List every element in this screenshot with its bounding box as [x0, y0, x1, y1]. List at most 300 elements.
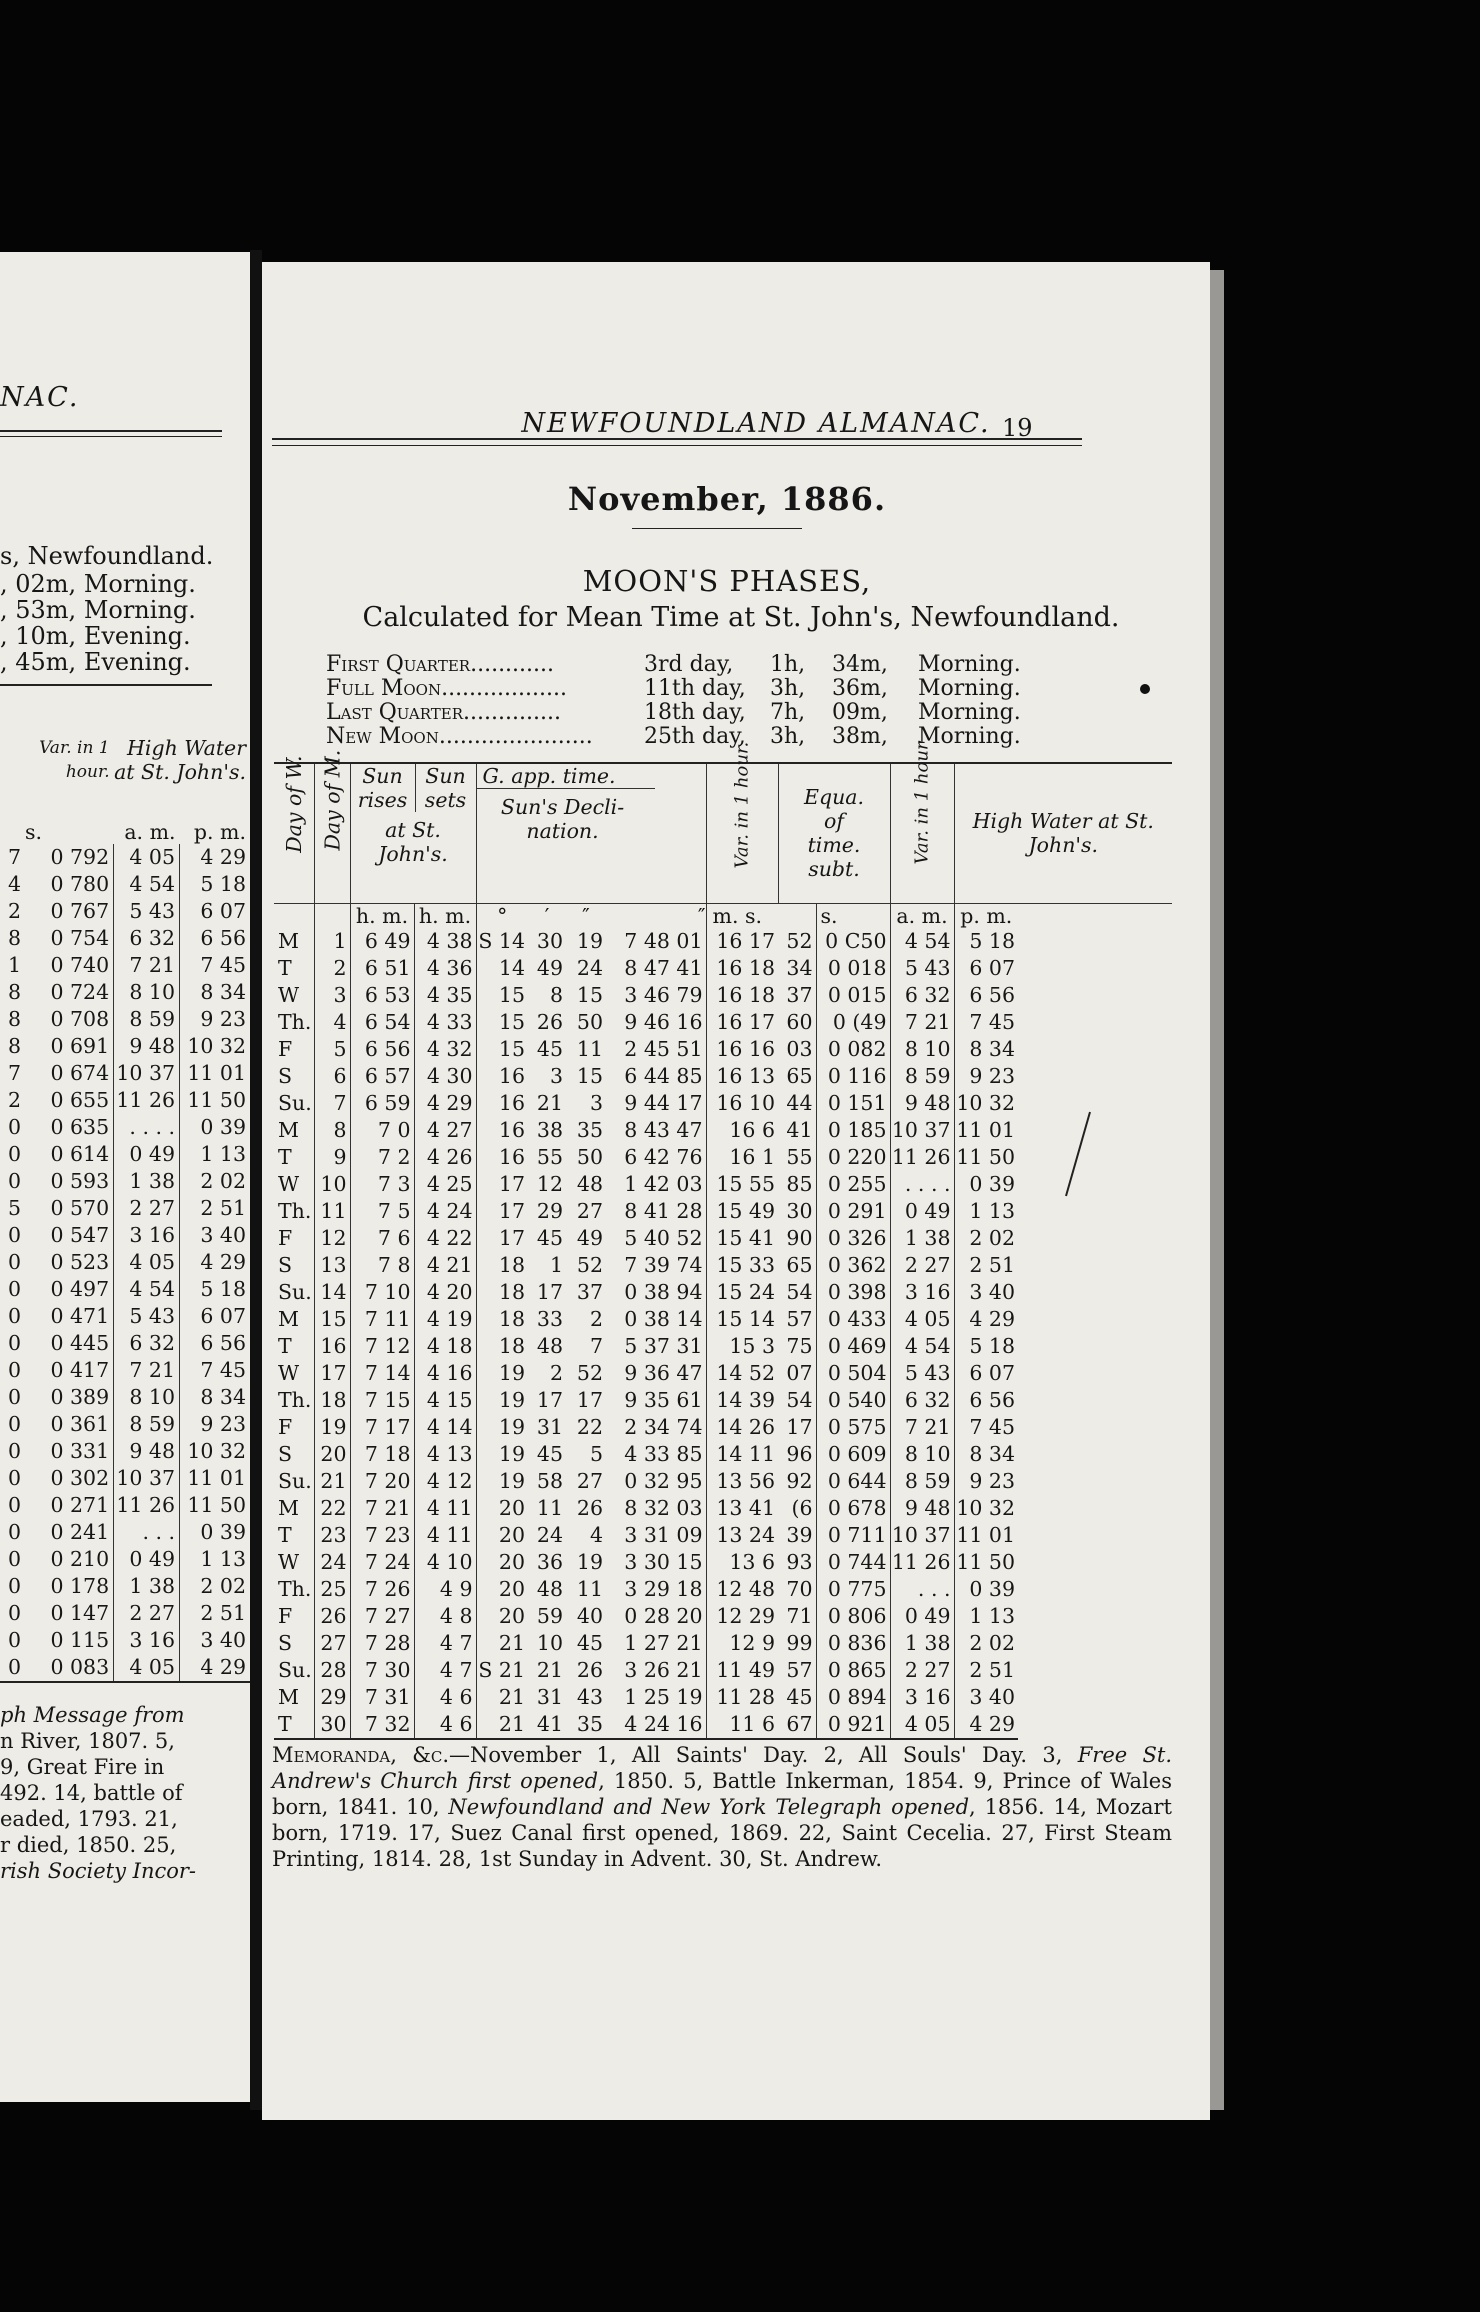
table-cell: 12 9: [729, 1630, 776, 1655]
table-cell: 10: [536, 1630, 564, 1655]
table-cell: 0 708: [25, 1006, 114, 1033]
table-cell: 11 50: [187, 1088, 246, 1112]
left-moon-phase-line: , 45m, Evening.: [0, 648, 191, 676]
table-row: [0, 1600, 250, 1627]
unit-label: ′: [544, 903, 550, 928]
phase-name: Last Quarter..............: [326, 700, 561, 725]
table-cell: 7 45: [200, 1358, 246, 1382]
table-cell: 4 05: [114, 844, 180, 871]
table-cell: 4 25: [414, 1171, 476, 1198]
table-cell: 2: [7, 899, 21, 923]
unit-label: s.: [816, 903, 890, 928]
left-col-stub: [0, 700, 25, 820]
table-cell: 17: [498, 1171, 526, 1196]
phase-day: 3rd day,: [644, 652, 734, 677]
table-cell: 15 55: [716, 1171, 776, 1196]
table-cell: 0 49: [890, 1603, 954, 1630]
table-cell: 0 614: [25, 1141, 114, 1168]
table-cell: 19: [498, 1360, 526, 1385]
table-cell: 1 13: [969, 1198, 1016, 1223]
left-moon-phase-line: , 02m, Morning.: [0, 570, 196, 598]
table-cell: . . .: [114, 1519, 180, 1546]
table-cell: 6 57: [350, 1063, 414, 1090]
table-cell: 0 754: [25, 925, 114, 952]
table-cell: T: [274, 1522, 314, 1549]
table-cell: 8 59: [890, 1468, 954, 1495]
table-cell: 93: [778, 1549, 816, 1576]
table-cell: 5 18: [200, 1277, 246, 1301]
table-cell: 0 570: [25, 1195, 114, 1222]
table-cell: T: [274, 1711, 314, 1739]
table-cell: 16 18: [716, 982, 776, 1007]
table-cell: 8 34: [969, 1036, 1016, 1061]
table-cell: S: [274, 1441, 314, 1468]
col-sun-rises: Sun rises: [351, 764, 416, 812]
moon-phase-row: [326, 652, 1086, 677]
pen-mark: [1060, 1110, 1100, 1200]
table-cell: 17: [498, 1198, 526, 1223]
table-cell: 4 29: [414, 1090, 476, 1117]
table-cell: 5 18: [969, 928, 1016, 953]
table-cell: 7 20: [350, 1468, 414, 1495]
table-cell: 6 56: [350, 1036, 414, 1063]
table-cell: 22: [314, 1495, 350, 1522]
table-cell: 27: [576, 1198, 604, 1223]
table-cell: 92: [778, 1468, 816, 1495]
table-cell: 9 46 16: [606, 1009, 706, 1036]
table-cell: 0: [7, 1277, 21, 1301]
table-cell: 0: [7, 1439, 21, 1463]
table-cell: 29: [314, 1684, 350, 1711]
table-cell: 2 02: [969, 1630, 1016, 1655]
table-cell: 4 21: [414, 1252, 476, 1279]
table-cell: 10: [314, 1171, 350, 1198]
left-page-header: NAC.: [0, 382, 80, 413]
table-cell: 8: [7, 1034, 21, 1058]
table-cell: 90: [778, 1225, 816, 1252]
table-cell: 52: [576, 1360, 604, 1385]
table-cell: 12 29: [716, 1603, 776, 1628]
table-row: [0, 898, 250, 925]
table-cell: 0 724: [25, 979, 114, 1006]
dot-leader: ..............: [463, 700, 561, 725]
left-almanac-table: [0, 700, 250, 1683]
table-cell: 0 083: [25, 1654, 114, 1682]
phase-day: 11th day,: [644, 676, 746, 701]
table-cell: 6 54: [350, 1009, 414, 1036]
table-cell: 4 29: [969, 1306, 1016, 1331]
table-cell: 2 27: [890, 1657, 954, 1684]
table-cell: 15: [498, 1036, 526, 1061]
table-cell: 3 40: [200, 1628, 246, 1652]
table-cell: 4: [7, 872, 21, 896]
table-cell: 0: [7, 1250, 21, 1274]
table-cell: 4 13: [414, 1441, 476, 1468]
table-row: [274, 1144, 1172, 1171]
table-cell: 14 11: [716, 1441, 776, 1466]
table-row: [274, 1225, 1172, 1252]
table-cell: 0 255: [816, 1171, 890, 1198]
table-cell: 19: [576, 1549, 604, 1574]
table-row: [274, 1198, 1172, 1225]
table-cell: 0 115: [25, 1627, 114, 1654]
table-cell: 24: [536, 1522, 564, 1547]
table-cell: 7 28: [350, 1630, 414, 1657]
table-cell: 0: [7, 1115, 21, 1139]
header-rule: [0, 436, 222, 437]
header-rule: [0, 430, 222, 432]
phase-name: First Quarter............: [326, 652, 555, 677]
table-cell: 0 445: [25, 1330, 114, 1357]
table-cell: 0 32 95: [606, 1468, 706, 1495]
table-row: [0, 1546, 250, 1573]
table-cell: 0: [7, 1385, 21, 1409]
table-cell: 2 45 51: [606, 1036, 706, 1063]
table-cell: 13: [314, 1252, 350, 1279]
table-cell: 0 635: [25, 1114, 114, 1141]
table-cell: 2 02: [200, 1574, 246, 1598]
table-cell: 11 50: [956, 1549, 1016, 1574]
table-row: [274, 1549, 1172, 1576]
table-cell: S: [274, 1063, 314, 1090]
table-cell: W: [274, 1549, 314, 1576]
table-cell: 10 32: [187, 1439, 246, 1463]
col-g-app-time: G. app. time. Sun's Decli- nation.: [476, 763, 706, 903]
left-moon-phase-line: , 10m, Evening.: [0, 622, 191, 650]
table-cell: 30: [314, 1711, 350, 1739]
phase-minute: 36m,: [832, 676, 888, 701]
page-header: NEWFOUNDLAND ALMANAC.: [521, 408, 991, 439]
table-row: [274, 1630, 1172, 1657]
table-cell: 4 12: [414, 1468, 476, 1495]
table-cell: 3 16: [890, 1279, 954, 1306]
table-cell: 0 497: [25, 1276, 114, 1303]
table-cell: 6 07: [200, 1304, 246, 1328]
table-row: [0, 1222, 250, 1249]
table-cell: Su.: [274, 1090, 314, 1117]
table-cell: 0 39: [969, 1576, 1016, 1601]
table-cell: 19: [576, 928, 604, 953]
table-cell: M: [274, 1306, 314, 1333]
table-row: [0, 1087, 250, 1114]
table-cell: 15: [576, 1063, 604, 1088]
table-cell: 0 609: [816, 1441, 890, 1468]
table-cell: 41: [528, 1711, 566, 1739]
table-cell: 19: [498, 1441, 526, 1466]
table-cell: 0: [7, 1304, 21, 1328]
table-cell: 57: [778, 1306, 816, 1333]
table-cell: 20: [498, 1549, 526, 1574]
table-row: [0, 1276, 250, 1303]
table-cell: 1 38: [890, 1630, 954, 1657]
table-cell: 9 48: [890, 1090, 954, 1117]
table-cell: 16: [498, 1144, 526, 1169]
table-cell: 0 744: [816, 1549, 890, 1576]
table-cell: 2 27: [114, 1195, 180, 1222]
phase-period: Morning.: [918, 676, 1021, 701]
table-cell: 22: [576, 1414, 604, 1439]
table-cell: 8: [7, 926, 21, 950]
table-cell: 45: [536, 1036, 564, 1061]
table-cell: 5 40 52: [606, 1225, 706, 1252]
table-row: [274, 1522, 1172, 1549]
table-cell: 30: [536, 928, 564, 953]
table-row: [0, 1330, 250, 1357]
table-cell: 2 51: [200, 1601, 246, 1625]
table-row: [274, 1009, 1172, 1036]
left-page: [0, 252, 250, 2102]
phase-name: New Moon......................: [326, 724, 593, 749]
table-cell: 15 14: [716, 1306, 776, 1331]
table-cell: 1 13: [200, 1142, 246, 1166]
col-var-2: Var. in 1 hour: [890, 763, 954, 903]
table-cell: F: [274, 1036, 314, 1063]
table-row: [0, 952, 250, 979]
table-cell: 13 41: [716, 1495, 776, 1520]
table-cell: 11 26: [114, 1087, 180, 1114]
table-cell: 8: [7, 980, 21, 1004]
table-row: [0, 1384, 250, 1411]
table-cell: 9 23: [969, 1468, 1016, 1493]
table-cell: 16 18: [716, 955, 776, 980]
table-cell: 6 32: [114, 1330, 180, 1357]
table-cell: 1 42 03: [606, 1171, 706, 1198]
table-row: [274, 1090, 1172, 1117]
table-cell: 3 16: [114, 1222, 180, 1249]
table-cell: 45: [536, 1441, 564, 1466]
table-cell: 23: [314, 1522, 350, 1549]
table-cell: 3: [549, 1063, 564, 1088]
table-cell: 27: [314, 1630, 350, 1657]
table-cell: 6 07: [969, 955, 1016, 980]
memoranda-text: , 1850. 5, Battle Inkerman, 1854. 9, Prince of Wales born, 1841. 10,: [272, 1769, 1173, 1819]
header-rule: [272, 445, 1082, 446]
table-cell: 2 34 74: [606, 1414, 706, 1441]
table-cell: 4 22: [414, 1225, 476, 1252]
table-cell: 6 44 85: [606, 1063, 706, 1090]
table-cell: 4 18: [414, 1333, 476, 1360]
table-cell: 14 39: [716, 1387, 776, 1412]
table-cell: 9 35 61: [606, 1387, 706, 1414]
table-row: [0, 844, 250, 871]
table-cell: 85: [778, 1171, 816, 1198]
phase-day: 18th day,: [644, 700, 746, 725]
col-equation-of-time: Equa. of time. subt.: [778, 763, 890, 903]
table-cell: 4 24: [414, 1198, 476, 1225]
table-cell: 0: [7, 1412, 21, 1436]
col-sun: [350, 763, 476, 903]
table-cell: 21: [498, 1630, 526, 1655]
table-cell: 11 01: [956, 1522, 1016, 1547]
table-cell: 0 674: [25, 1060, 114, 1087]
table-cell: 0: [7, 1601, 21, 1625]
table-cell: F: [274, 1414, 314, 1441]
table-cell: 0 38 94: [606, 1279, 706, 1306]
phase-hour: 1h,: [770, 652, 806, 677]
memoranda-line: 9, Great Fire in: [0, 1755, 165, 1779]
table-cell: 4 29: [200, 1250, 246, 1274]
table-row: [0, 979, 250, 1006]
table-cell: 0 326: [816, 1225, 890, 1252]
table-row: [274, 1306, 1172, 1333]
table-cell: 10 32: [956, 1495, 1016, 1520]
table-cell: 2 02: [200, 1169, 246, 1193]
table-cell: 3 40: [200, 1223, 246, 1247]
table-row: [274, 1360, 1172, 1387]
unit-label: °: [497, 903, 508, 928]
table-cell: 1 25 19: [606, 1684, 706, 1711]
table-cell: 7 24: [350, 1549, 414, 1576]
table-row: [274, 1468, 1172, 1495]
table-cell: 3 46 79: [606, 982, 706, 1009]
table-cell: 6 42 76: [606, 1144, 706, 1171]
table-cell: 9 48: [114, 1033, 180, 1060]
table-cell: 16 17: [716, 928, 776, 953]
table-cell: 15 24: [716, 1279, 776, 1304]
table-cell: 57: [778, 1657, 816, 1684]
table-cell: 99: [778, 1630, 816, 1657]
table-cell: 0 116: [816, 1063, 890, 1090]
table-cell: 17: [536, 1387, 564, 1412]
table-cell: 6 49: [350, 928, 414, 955]
table-cell: 24: [314, 1549, 350, 1576]
unit-label: p. m.: [960, 903, 1013, 928]
table-cell: 7: [589, 1333, 604, 1358]
table-cell: 0 38 14: [606, 1306, 706, 1333]
table-cell: 18: [498, 1279, 526, 1304]
table-row: [274, 982, 1172, 1009]
table-cell: 10 37: [114, 1060, 180, 1087]
table-cell: 8 47 41: [606, 955, 706, 982]
table-cell: 4 8: [414, 1603, 476, 1630]
table-cell: 0 471: [25, 1303, 114, 1330]
table-cell: 0 (49: [816, 1009, 890, 1036]
table-cell: 4 32: [414, 1036, 476, 1063]
table-cell: 48: [536, 1576, 564, 1601]
table-cell: M: [274, 928, 314, 955]
table-cell: 5 43: [890, 1360, 954, 1387]
table-cell: 7 12: [350, 1333, 414, 1360]
phase-minute: 38m,: [832, 724, 888, 749]
table-cell: 0 49: [114, 1546, 180, 1573]
table-cell: . . .: [890, 1576, 954, 1603]
table-cell: 4 29: [200, 845, 246, 869]
table-cell: 4 29: [954, 1711, 1018, 1739]
unit-label: a. m.: [890, 903, 954, 928]
table-cell: 6 56: [969, 1387, 1016, 1412]
dot-leader: ............: [470, 652, 555, 677]
table-row: [0, 1141, 250, 1168]
table-cell: 6 32: [890, 982, 954, 1009]
almanac-table: [274, 741, 1172, 1740]
table-cell: 70: [778, 1576, 816, 1603]
table-cell: 6 32: [890, 1387, 954, 1414]
table-cell: 67: [778, 1711, 816, 1739]
table-cell: 5 18: [200, 872, 246, 896]
table-cell: 7 45: [200, 953, 246, 977]
table-cell: 19: [498, 1414, 526, 1439]
table-cell: M: [274, 1117, 314, 1144]
table-cell: 03: [778, 1036, 816, 1063]
table-cell: 7 15: [350, 1387, 414, 1414]
phase-name: Full Moon..................: [326, 676, 567, 701]
table-cell: 4 7: [414, 1657, 476, 1684]
table-cell: 10 37: [114, 1465, 180, 1492]
unit-label: ″: [606, 903, 706, 928]
table-cell: 7 26: [350, 1576, 414, 1603]
table-row: [274, 1576, 1172, 1603]
table-cell: 2 51: [969, 1657, 1016, 1682]
table-cell: 16 1: [729, 1144, 776, 1169]
table-cell: 8 41 28: [606, 1198, 706, 1225]
table-cell: 0 806: [816, 1603, 890, 1630]
table-cell: T: [274, 955, 314, 982]
table-cell: 7 21: [114, 952, 180, 979]
table-cell: 0 49: [114, 1141, 180, 1168]
table-cell: 4 05: [890, 1306, 954, 1333]
table-cell: 0 575: [816, 1414, 890, 1441]
table-cell: 18: [498, 1252, 526, 1277]
memoranda: [272, 1742, 1172, 1872]
table-cell: 0 691: [25, 1033, 114, 1060]
table-row: [0, 925, 250, 952]
table-cell: 21: [536, 1657, 564, 1682]
table-cell: 8: [7, 1007, 21, 1031]
table-cell: 7 6: [350, 1225, 414, 1252]
table-cell: 11: [536, 1495, 564, 1520]
table-cell: 96: [778, 1441, 816, 1468]
table-cell: 0 469: [816, 1333, 890, 1360]
table-cell: T: [274, 1333, 314, 1360]
table-cell: 26: [536, 1009, 564, 1034]
table-cell: 0: [7, 1331, 21, 1355]
table-cell: 4 11: [414, 1495, 476, 1522]
table-cell: 3: [589, 1090, 604, 1115]
table-cell: 44: [778, 1090, 816, 1117]
table-cell: 0 185: [816, 1117, 890, 1144]
table-cell: 48: [536, 1333, 564, 1358]
table-row: [274, 1495, 1172, 1522]
table-row: [274, 928, 1172, 955]
table-cell: 20: [498, 1495, 526, 1520]
table-cell: 0: [7, 1142, 21, 1166]
table-cell: 15: [498, 1009, 526, 1034]
unit-label: a. m.: [124, 820, 176, 844]
table-cell: 7 5: [350, 1198, 414, 1225]
table-row: [0, 1465, 250, 1492]
col-var-1: Var. in 1 hour.: [706, 763, 778, 903]
table-cell: 49: [536, 955, 564, 980]
table-cell: 0 711: [816, 1522, 890, 1549]
table-cell: M: [274, 1495, 314, 1522]
table-row: [0, 1438, 250, 1465]
memoranda-text: Newfoundland and New York Telegraph opened: [448, 1795, 970, 1819]
table-cell: 11 26: [114, 1492, 180, 1519]
table-cell: 45: [576, 1630, 604, 1655]
table-cell: 52: [778, 928, 816, 955]
memoranda-text: , 1856. 14, Mozart born, 1719. 17, Suez Canal first opened, 1869. 22, Saint Cecelia. 27, First Steam Printing, 1814. 28, 1st Sunday in Advent. 30, St. Andrew.: [272, 1795, 1172, 1871]
table-cell: F: [274, 1225, 314, 1252]
table-cell: 50: [576, 1144, 604, 1169]
table-cell: 0 151: [816, 1090, 890, 1117]
table-row: [274, 1684, 1172, 1711]
table-cell: 2 27: [114, 1600, 180, 1627]
table-cell: 0: [7, 1574, 21, 1598]
phase-hour: 7h,: [770, 700, 806, 725]
book-spine: [250, 250, 262, 2110]
table-cell: 58: [536, 1468, 564, 1493]
table-cell: 45: [778, 1684, 816, 1711]
